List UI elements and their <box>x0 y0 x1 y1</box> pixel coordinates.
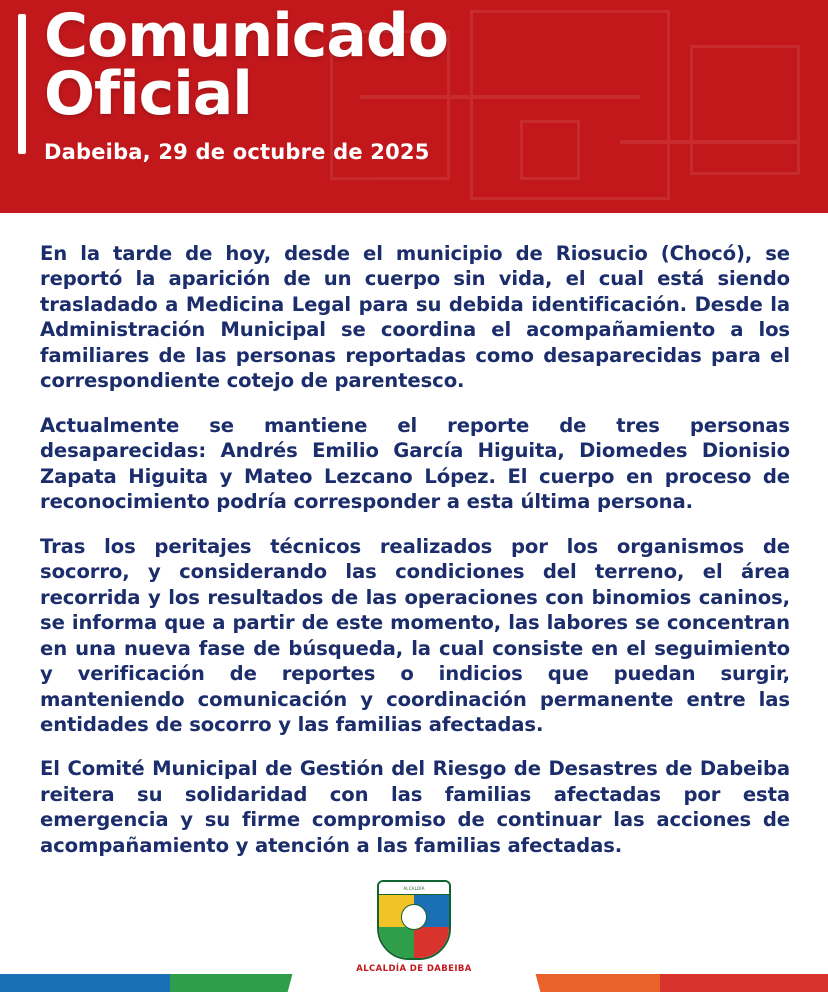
coat-of-arms-icon <box>377 880 451 960</box>
seal-top-text: ALCALDÍA <box>379 882 449 895</box>
dateline: Dabeiba, 29 de octubre de 2025 <box>44 140 430 165</box>
paragraph-3: Tras los peritajes técnicos realizados por los organismos de socorro, y considerando las condiciones del terreno, el área recorrida y los resultados de las operaciones con binomios caninos, se informa que a partir de este momento, las labores se concentran en una nueva fase de búsqueda, la cual consiste en el seguimiento y verificación de reportes o indicios que puedan surgir, manteniendo comunicación y coordinación permanente entre las entidades de socorro y las familias afectadas. <box>40 534 790 736</box>
seal-label: ALCALDÍA DE DABEIBA <box>356 964 472 975</box>
page-title <box>44 1 828 129</box>
paragraph-2: Actualmente se mantiene el reporte de tres personas desaparecidas: Andrés Emilio García Higuita, Diomedes Dionisio Zapata Higuita y Mateo Lezcano López. El cuerpo en proceso de reconocimiento podría corresponder a esta última persona. <box>40 413 790 514</box>
paragraph-1: En la tarde de hoy, desde el municipio de Riosucio (Chocó), se reportó la aparición de un cuerpo sin vida, el cual está siendo trasladado a Medicina Legal para su debida identificación. Desde la Administración Municipal se coordina el acompañamiento a los familiares de las personas reportadas como desaparecidas para el correspondiente cotejo de parentesco. <box>40 242 790 393</box>
footer <box>0 858 828 992</box>
strip-segment-red <box>660 974 828 992</box>
paragraph-4: El Comité Municipal de Gestión del Riesgo de Desastres de Dabeiba reitera su solidaridad con las familias afectadas por esta emergencia y su firme compromiso de continuar las acciones de acompañamiento y atención a las familias afectadas. <box>40 757 790 857</box>
communique-body <box>0 213 828 858</box>
title-line-2: Oficial <box>44 58 252 129</box>
header-content <box>0 0 828 164</box>
header-banner <box>0 0 828 213</box>
strip-segment-blue <box>0 974 170 992</box>
title-line-1: Comunicado <box>44 1 448 71</box>
seal-block <box>0 880 828 974</box>
